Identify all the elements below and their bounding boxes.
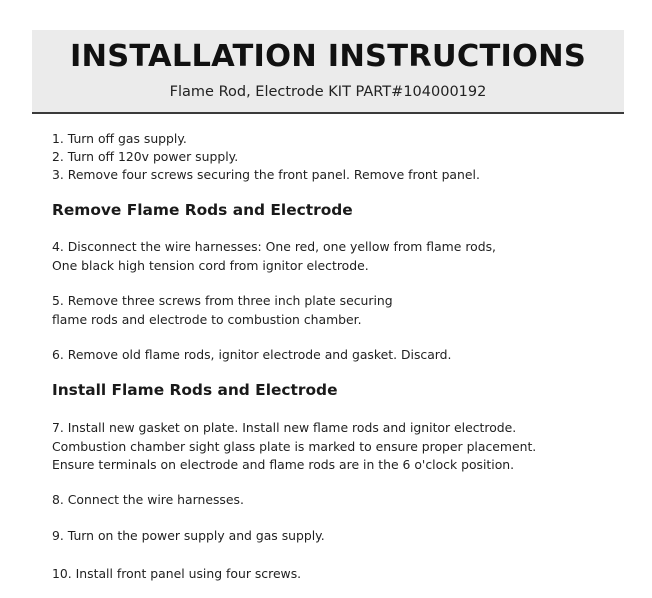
section-heading-remove: Remove Flame Rods and Electrode	[52, 201, 353, 219]
step-4-line-1: 4. Disconnect the wire harnesses: One red, one yellow from flame rods,	[52, 239, 496, 254]
step-1: 1. Turn off gas supply.	[52, 131, 187, 146]
step-8: 8. Connect the wire harnesses.	[52, 492, 244, 507]
step-9: 9. Turn on the power supply and gas supply.	[52, 528, 325, 543]
step-7-line-2: Combustion chamber sight glass plate is marked to ensure proper placement.	[52, 439, 537, 454]
step-7-line-1: 7. Install new gasket on plate. Install new flame rods and ignitor electrode.	[52, 420, 517, 435]
page-subtitle: Flame Rod, Electrode KIT PART#104000192	[169, 84, 487, 100]
step-2: 2. Turn off 120v power supply.	[52, 149, 239, 164]
step-7-line-3: Ensure terminals on electrode and flame rods are in the 6 o'clock position.	[52, 457, 515, 472]
step-3: 3. Remove four screws securing the front panel. Remove front panel.	[52, 167, 480, 182]
step-10: 10. Install front panel using four screws.	[52, 566, 302, 581]
step-5-line-2: flame rods and electrode to combustion chamber.	[52, 312, 362, 327]
step-6: 6. Remove old flame rods, ignitor electrode and gasket. Discard.	[52, 347, 452, 362]
header-divider	[32, 112, 624, 114]
step-5-line-1: 5. Remove three screws from three inch plate securing	[52, 293, 393, 308]
step-4-line-2: One black high tension cord from ignitor electrode.	[52, 258, 369, 273]
page-title: INSTALLATION INSTRUCTIONS	[69, 39, 587, 74]
section-heading-install: Install Flame Rods and Electrode	[52, 381, 338, 399]
